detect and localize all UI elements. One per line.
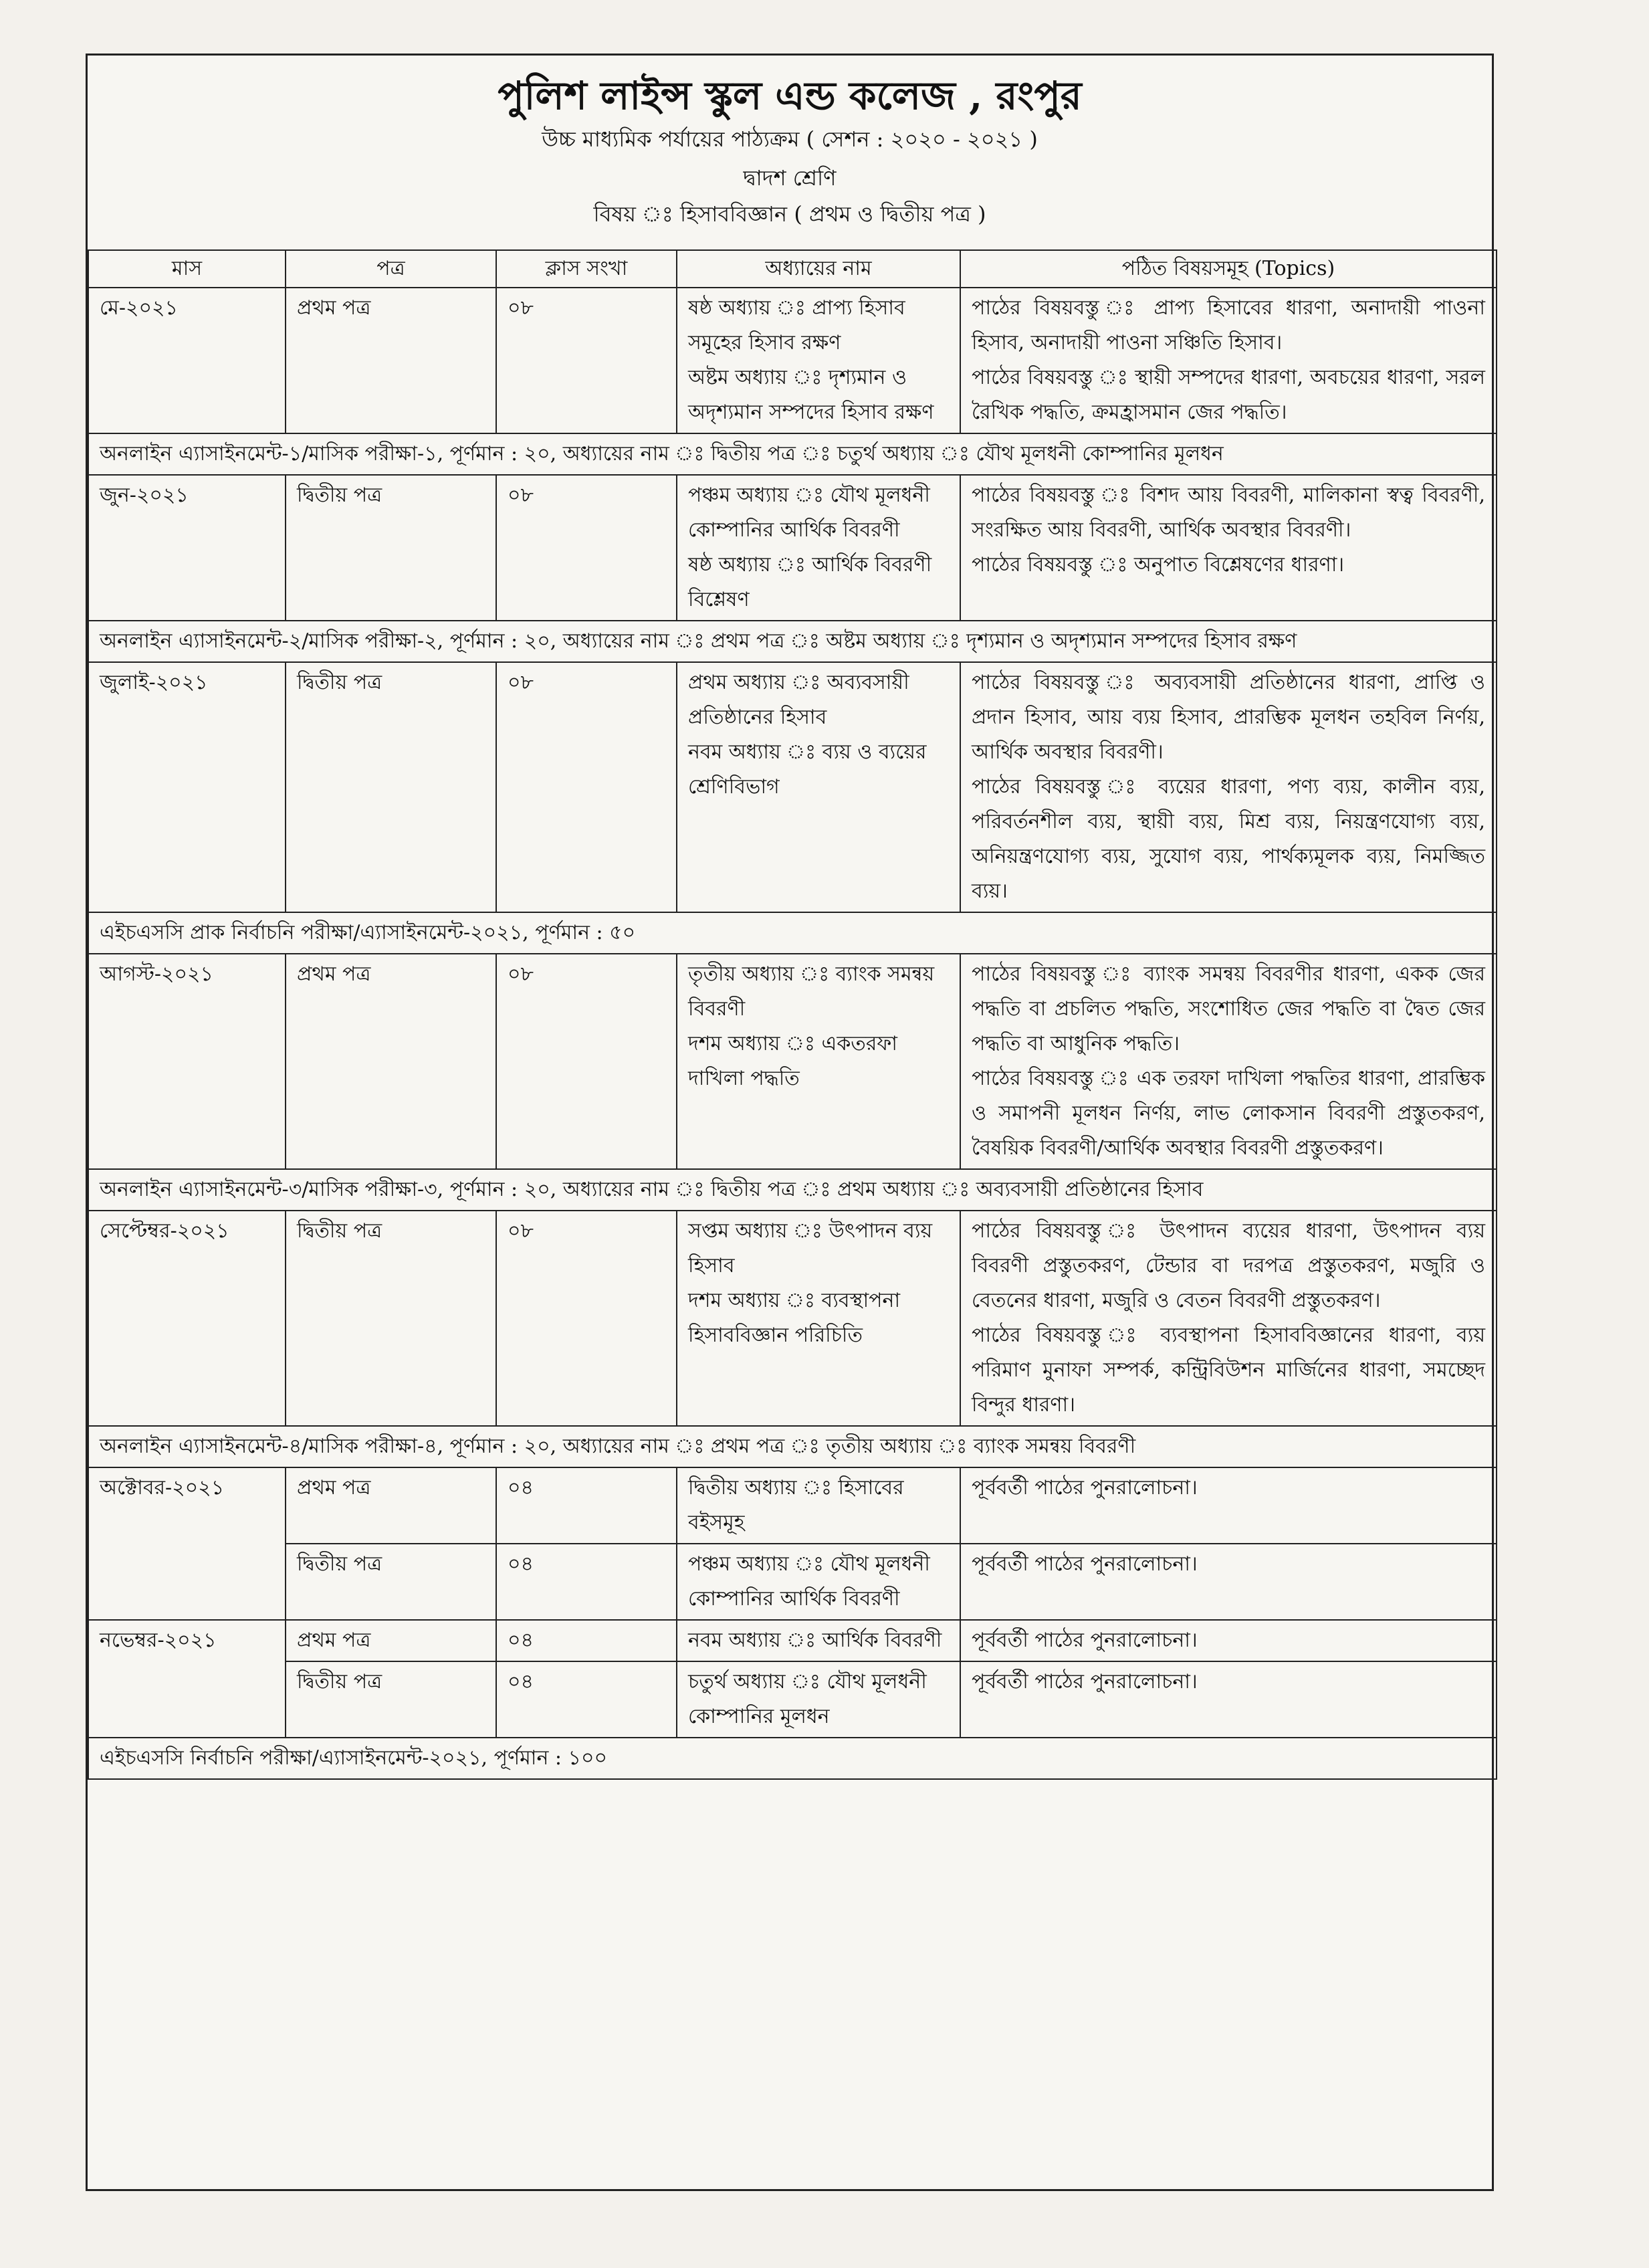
table-row bbox=[88, 662, 1497, 912]
column-header-month: মাস bbox=[88, 250, 286, 288]
topics-cell bbox=[960, 1467, 1497, 1544]
assessment-row bbox=[88, 912, 1497, 954]
month-cell: অক্টোবর-২০২১ bbox=[88, 1467, 286, 1620]
assessment-row bbox=[88, 621, 1497, 662]
month-cell: মে-২০২১ bbox=[88, 288, 286, 433]
chapter-entry: সপ্তম অধ্যায় ঃ উৎপাদন ব্যয় হিসাব bbox=[688, 1219, 933, 1277]
chapter-entry: পঞ্চম অধ্যায় ঃ যৌথ মূলধনী কোম্পানির আর্থিক বিবরণী bbox=[688, 1552, 930, 1611]
chapter-cell bbox=[677, 475, 960, 621]
table-row bbox=[88, 288, 1497, 433]
chapter-entry: চতুর্থ অধ্যায় ঃ যৌথ মূলধনী কোম্পানির মূলধন bbox=[688, 1670, 927, 1728]
paper-cell: দ্বিতীয় পত্র bbox=[286, 1211, 496, 1426]
month-cell: জুলাই-২০২১ bbox=[88, 662, 286, 912]
classes-cell: ০৮ bbox=[496, 954, 677, 1169]
topic-entry: পাঠের বিষয়বস্তু ঃ প্রাপ্য হিসাবের ধারণা, অনাদায়ী পাওনা হিসাব, অনাদায়ী পাওনা সঞ্চিতি হিসাব। bbox=[972, 296, 1485, 354]
chapter-entry: নবম অধ্যায় ঃ ব্যয় ও ব্যয়ের শ্রেণিবিভাগ bbox=[688, 740, 927, 799]
topic-entry: পূর্ববর্তী পাঠের পুনরালোচনা। bbox=[972, 1552, 1198, 1576]
column-header-chapter: অধ্যায়ের নাম bbox=[677, 250, 960, 288]
table-row bbox=[88, 475, 1497, 621]
chapter-entry: দশম অধ্যায় ঃ ব্যবস্থাপনা হিসাববিজ্ঞান পরিচিতি bbox=[688, 1289, 901, 1347]
table-row bbox=[88, 1467, 1497, 1544]
chapter-entry: দ্বিতীয় অধ্যায় ঃ হিসাবের বইসমূহ bbox=[688, 1476, 904, 1534]
classes-cell: ০৮ bbox=[496, 475, 677, 621]
assessment-text: অনলাইন এ্যাসাইনমেন্ট-২/মাসিক পরীক্ষা-২, পূর্ণমান : ২০, অধ্যায়ের নাম ঃ প্রথম পত্র ঃ অষ্টম অধ্যায় ঃ দৃশ্যমান ও অদৃশ্যমান সম্পদের হিসাব রক্ষণ bbox=[88, 621, 1497, 662]
month-cell: সেপ্টেম্বর-২০২১ bbox=[88, 1211, 286, 1426]
table-row bbox=[88, 1661, 1497, 1738]
assessment-text: এইচএসসি নির্বাচনি পরীক্ষা/এ্যাসাইনমেন্ট-২০২১, পূর্ণমান : ১০০ bbox=[88, 1738, 1497, 1779]
chapter-entry: দশম অধ্যায় ঃ একতরফা দাখিলা পদ্ধতি bbox=[688, 1032, 897, 1090]
paper-cell: দ্বিতীয় পত্র bbox=[286, 662, 496, 912]
assessment-text: অনলাইন এ্যাসাইনমেন্ট-৩/মাসিক পরীক্ষা-৩, পূর্ণমান : ২০, অধ্যায়ের নাম ঃ দ্বিতীয় পত্র ঃ প্রথম অধ্যায় ঃ অব্যবসায়ী প্রতিষ্ঠানের হিসাব bbox=[88, 1169, 1497, 1211]
assessment-row bbox=[88, 1169, 1497, 1211]
assessment-text: অনলাইন এ্যাসাইনমেন্ট-৪/মাসিক পরীক্ষা-৪, পূর্ণমান : ২০, অধ্যায়ের নাম ঃ প্রথম পত্র ঃ তৃতীয় অধ্যায় ঃ ব্যাংক সমন্বয় বিবরণী bbox=[88, 1426, 1497, 1467]
topic-entry: পাঠের বিষয়বস্তু ঃ অব্যবসায়ী প্রতিষ্ঠানের ধারণা, প্রাপ্তি ও প্রদান হিসাব, আয় ব্যয় হিসাব, প্রারম্ভিক মূলধন তহবিল নির্ণয়, আর্থিক অবস্থার বিবরণী। bbox=[972, 671, 1485, 764]
column-header-paper: পত্র bbox=[286, 250, 496, 288]
topic-entry: পাঠের বিষয়বস্তু ঃ ব্যবস্থাপনা হিসাববিজ্ঞানের ধারণা, ব্যয় পরিমাণ মুনাফা সম্পর্ক, কন্ট্রিবিউশন মার্জিনের ধারণা, সমচ্ছেদ বিন্দুর ধারণা। bbox=[972, 1324, 1485, 1417]
topics-cell bbox=[960, 288, 1497, 433]
classes-cell: ০৮ bbox=[496, 1211, 677, 1426]
topic-entry: পূর্ববর্তী পাঠের পুনরালোচনা। bbox=[972, 1629, 1198, 1652]
chapter-entry: ষষ্ঠ অধ্যায় ঃ আর্থিক বিবরণী বিশ্লেষণ bbox=[688, 553, 932, 611]
table-header-row bbox=[88, 250, 1497, 288]
chapter-cell bbox=[677, 1467, 960, 1544]
chapter-cell bbox=[677, 1661, 960, 1738]
chapter-cell bbox=[677, 1620, 960, 1661]
topics-cell bbox=[960, 954, 1497, 1169]
chapter-entry: অষ্টম অধ্যায় ঃ দৃশ্যমান ও অদৃশ্যমান সম্পদের হিসাব রক্ষণ bbox=[688, 366, 934, 424]
chapter-cell bbox=[677, 662, 960, 912]
classes-cell: ০৮ bbox=[496, 662, 677, 912]
table-row bbox=[88, 954, 1497, 1169]
classes-cell: ০৪ bbox=[496, 1467, 677, 1544]
classes-cell: ০৪ bbox=[496, 1620, 677, 1661]
month-cell: আগস্ট-২০২১ bbox=[88, 954, 286, 1169]
topic-entry: পাঠের বিষয়বস্তু ঃ উৎপাদন ব্যয়ের ধারণা, উৎপাদন ব্যয় বিবরণী প্রস্তুতকরণ, টেন্ডার বা দরপত্র প্রস্তুতকরণ, মজুরি ও বেতনের ধারণা, মজুরি ও বেতন বিবরণী প্রস্তুতকরণ। bbox=[972, 1219, 1485, 1312]
classes-cell: ০৪ bbox=[496, 1544, 677, 1620]
topic-entry: পাঠের বিষয়বস্তু ঃ ব্যয়ের ধারণা, পণ্য ব্যয়, কালীন ব্যয়, পরিবর্তনশীল ব্যয়, স্থায়ী ব্যয়, মিশ্র ব্যয়, নিয়ন্ত্রণযোগ্য ব্যয়, অনিয়ন্ত্রণযোগ্য ব্যয়, সুযোগ ব্যয়, পার্থক্যমূলক ব্যয়, নিমজ্জিত ব্যয়। bbox=[972, 775, 1485, 903]
assessment-row bbox=[88, 1426, 1497, 1467]
month-cell: জুন-২০২১ bbox=[88, 475, 286, 621]
subject-label: বিষয় ঃ হিসাববিজ্ঞান ( প্রথম ও দ্বিতীয় পত্র ) bbox=[593, 201, 986, 227]
syllabus-subtitle: উচ্চ মাধ্যমিক পর্যায়ের পাঠ্যক্রম ( সেশন : ২০২০ - ২০২১ ) bbox=[542, 126, 1038, 152]
topics-cell bbox=[960, 662, 1497, 912]
topics-cell bbox=[960, 1544, 1497, 1620]
school-title: পুলিশ লাইন্স স্কুল এন্ড কলেজ , রংপুর bbox=[498, 73, 1082, 118]
assessment-text: এইচএসসি প্রাক নির্বাচনি পরীক্ষা/এ্যাসাইনমেন্ট-২০২১, পূর্ণমান : ৫০ bbox=[88, 912, 1497, 954]
assessment-text: অনলাইন এ্যাসাইনমেন্ট-১/মাসিক পরীক্ষা-১, পূর্ণমান : ২০, অধ্যায়ের নাম ঃ দ্বিতীয় পত্র ঃ চতুর্থ অধ্যায় ঃ যৌথ মূলধনী কোম্পানির মূলধন bbox=[88, 433, 1497, 475]
class-label: দ্বাদশ শ্রেণি bbox=[743, 165, 837, 191]
table-row bbox=[88, 1620, 1497, 1661]
assessment-row bbox=[88, 1738, 1497, 1779]
classes-cell: ০৪ bbox=[496, 1661, 677, 1738]
topic-entry: পূর্ববর্তী পাঠের পুনরালোচনা। bbox=[972, 1670, 1198, 1693]
topics-cell bbox=[960, 1661, 1497, 1738]
chapter-entry: পঞ্চম অধ্যায় ঃ যৌথ মূলধনী কোম্পানির আর্থিক বিবরণী bbox=[688, 484, 930, 542]
chapter-entry: প্রথম অধ্যায় ঃ অব্যবসায়ী প্রতিষ্ঠানের হিসাব bbox=[688, 671, 909, 729]
topic-entry: পাঠের বিষয়বস্তু ঃ বিশদ আয় বিবরণী, মালিকানা স্বত্ব বিবরণী, সংরক্ষিত আয় বিবরণী, আর্থিক অবস্থার বিবরণী। bbox=[972, 484, 1485, 542]
syllabus-sheet bbox=[86, 54, 1494, 2191]
chapter-cell bbox=[677, 1211, 960, 1426]
paper-cell: প্রথম পত্র bbox=[286, 1467, 496, 1544]
topic-entry: পাঠের বিষয়বস্তু ঃ ব্যাংক সমন্বয় বিবরণীর ধারণা, একক জের পদ্ধতি বা প্রচলিত পদ্ধতি, সংশোধিত জের পদ্ধতি বা দ্বৈত জের পদ্ধতি বা আধুনিক পদ্ধতি। bbox=[972, 962, 1485, 1055]
chapter-cell bbox=[677, 954, 960, 1169]
syllabus-table bbox=[88, 249, 1497, 1780]
topics-cell bbox=[960, 475, 1497, 621]
classes-cell: ০৮ bbox=[496, 288, 677, 433]
paper-cell: দ্বিতীয় পত্র bbox=[286, 475, 496, 621]
chapter-entry: নবম অধ্যায় ঃ আর্থিক বিবরণী bbox=[688, 1629, 942, 1652]
assessment-row bbox=[88, 433, 1497, 475]
paper-cell: প্রথম পত্র bbox=[286, 954, 496, 1169]
paper-cell: প্রথম পত্র bbox=[286, 1620, 496, 1661]
table-row bbox=[88, 1544, 1497, 1620]
topic-entry: পাঠের বিষয়বস্তু ঃ এক তরফা দাখিলা পদ্ধতির ধারণা, প্রারম্ভিক ও সমাপনী মূলধন নির্ণয়, লাভ লোকসান বিবরণী প্রস্তুতকরণ, বৈষয়িক বিবরণী/আর্থিক অবস্থার বিবরণী প্রস্তুতকরণ। bbox=[972, 1067, 1485, 1160]
chapter-cell bbox=[677, 288, 960, 433]
topic-entry: পাঠের বিষয়বস্তু ঃ স্থায়ী সম্পদের ধারণা, অবচয়ের ধারণা, সরল রৈখিক পদ্ধতি, ক্রমহ্রাসমান জের পদ্ধতি। bbox=[972, 366, 1485, 424]
table-row bbox=[88, 1211, 1497, 1426]
topics-cell bbox=[960, 1620, 1497, 1661]
chapter-cell bbox=[677, 1544, 960, 1620]
topic-entry: পূর্ববর্তী পাঠের পুনরালোচনা। bbox=[972, 1476, 1198, 1500]
topics-cell bbox=[960, 1211, 1497, 1426]
month-cell: নভেম্বর-২০২১ bbox=[88, 1620, 286, 1738]
column-header-classes: ক্লাস সংখা bbox=[496, 250, 677, 288]
chapter-entry: তৃতীয় অধ্যায় ঃ ব্যাংক সমন্বয় বিবরণী bbox=[688, 962, 935, 1021]
paper-cell: দ্বিতীয় পত্র bbox=[286, 1544, 496, 1620]
column-header-topics: পঠিত বিষয়সমূহ (Topics) bbox=[960, 250, 1497, 288]
topic-entry: পাঠের বিষয়বস্তু ঃ অনুপাত বিশ্লেষণের ধারণা। bbox=[972, 553, 1345, 577]
chapter-entry: ষষ্ঠ অধ্যায় ঃ প্রাপ্য হিসাব সমূহের হিসাব রক্ষণ bbox=[688, 296, 905, 354]
paper-cell: প্রথম পত্র bbox=[286, 288, 496, 433]
paper-cell: দ্বিতীয় পত্র bbox=[286, 1661, 496, 1738]
